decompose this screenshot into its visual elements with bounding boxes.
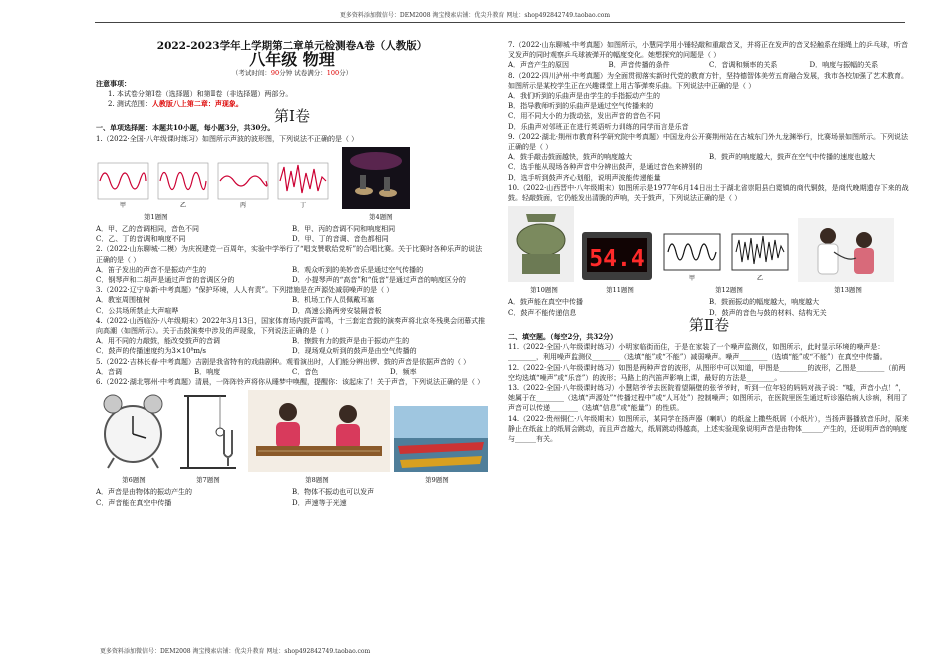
- waveform-label-jia: 甲: [688, 275, 696, 283]
- q8-option-d: D．乐曲声对邻班正在进行英语听力训练的同学而言是乐音: [508, 122, 689, 131]
- exam-info: [96, 68, 488, 78]
- q6-q9-captions: [96, 475, 488, 485]
- q5-options: [96, 367, 488, 377]
- wave-label-bing: 丙: [239, 201, 247, 209]
- part-2-heading: 第Ⅱ卷: [688, 315, 730, 334]
- question-1: 1.（2022·全国·八年级课时练习）如图所示声波的波形图，下列说法不正确的是（ ）: [96, 134, 359, 143]
- q4-option-a: A．用不同的力敲鼓，能改变鼓声的音调: [96, 337, 221, 346]
- question-7: 7.（2022·山东聊城·中考真题）如图所示，小慧同学用小锤轻敲和重敲音叉，并将正在发声的音叉轻触系在细绳上的乒乓球，听音叉发声的同时观察乒乓球被弹开的幅度变化。她想探究的问题是（ ）: [508, 41, 908, 60]
- q6-option-b: B．物体不振动也可以发声: [292, 488, 375, 497]
- q6-option-c: C．声音能在真空中传播: [96, 498, 172, 507]
- header-rule: [95, 22, 905, 23]
- q6-option-a: A．声音是由物体的振动产生的: [96, 488, 193, 497]
- page-footer: 更多资料添加微信号：DEM2008 淘宝搜索店铺：优尖升教育 网址：shop492842749.taobao.com: [100, 648, 371, 655]
- caption-fig-4: 第4题图: [369, 212, 393, 221]
- q2-option-c: C．钢琴声和二胡声是通过声音的音调区分的: [96, 276, 235, 285]
- caption-fig-6: 第6题图: [122, 476, 146, 485]
- q9-option-b: B．鼓声的响度越大，鼓声在空气中传播的速度也越大: [709, 153, 876, 162]
- q4-option-c: C．鼓声的传播速度约为3×10⁸m/s: [96, 347, 206, 356]
- caption-fig-10: 第10题图: [530, 286, 558, 295]
- stethoscope-doctor-photo: [798, 218, 894, 282]
- question-12: 12.（2022·全国·八年级课时练习）如图是两种声音的波形，从图形中可以知道，甲图是________的波形，乙图是________（前两空均选填“噪声”或“乐音”）的波形；马路上的汽笛声影响上课，最好的方法是________。: [508, 363, 906, 382]
- q6-option-d: D．声速等于光速: [292, 498, 347, 507]
- q8-option-c: C．用不同大小的力拨动弦，发出声音的音色不同: [508, 112, 661, 121]
- note-1: 1. 本试卷分第Ⅰ卷（选择题）和第Ⅱ卷（非选择题）两部分。: [108, 89, 293, 98]
- q10-option-b: B．鼓面振动的幅度越大，响度越大: [709, 298, 820, 307]
- q8-option-a: A．我们听到的乐曲声是由学生的手指振动产生的: [508, 92, 661, 101]
- q4-options: [96, 336, 488, 356]
- caption-fig-12: 第12题图: [715, 286, 743, 295]
- left-column: [96, 40, 488, 508]
- q3-option-d: D．高速公路两旁安装隔音板: [292, 306, 382, 315]
- exam-info-pre: （考试时间：: [231, 69, 271, 78]
- exam-score: 100: [326, 69, 340, 78]
- question-8: 8.（2022·四川泸州·中考真题）为全面贯彻落实新时代党的教育方针，坚持德智体美劳五育融合发展，我市各校加强了艺术教育。如图所示是某校学生正在兴趣课堂上用古筝弹奏乐曲。下列说法中正确的是（ ）: [508, 71, 908, 90]
- q7-option-a: A．声音产生的原因: [508, 61, 570, 70]
- q7-option-b: B．声音传播的条件: [608, 61, 670, 70]
- exam-time: 90: [270, 69, 280, 78]
- notes-title: 注意事项：: [96, 78, 131, 88]
- q5-option-a: A．音调: [96, 367, 123, 376]
- exam-info-mid: 分钟 试卷满分：: [279, 69, 327, 78]
- section-2-heading: 二、填空题。（每空2分，共32分）: [508, 332, 618, 342]
- q1-option-a: A．甲、乙的音调相同，音色不同: [96, 225, 200, 234]
- part-1-heading: 第Ⅰ卷: [274, 107, 310, 126]
- wave-label-ding: 丁: [299, 201, 307, 209]
- q2-options: [96, 265, 488, 285]
- q1-option-c: C．乙、丁的音调和响度不同: [96, 235, 186, 244]
- q10-options: [508, 297, 910, 317]
- caption-fig-7: 第7题图: [196, 476, 220, 485]
- right-column: [508, 40, 910, 444]
- section-1-heading: 一、单项选择题：本题共10小题，每小题3分，共30分。: [96, 123, 275, 133]
- question-11: 11.（2022·全国·八年级课时练习）小明家临街而住，于是在家装了一个噪声监测仪，如图所示，此时显示环境的噪声是：________，利用噪声监测仪________（选填“能”或“不能”）减弱噪声。噪声________（选填“能”或“不能”）在真空中传播。: [508, 343, 887, 362]
- question-13: 13.（2022·全国·八年级课时练习）小慧陪爷爷去医院看望隔壁的张爷爷时，听到一位年轻的妈妈对孩子说：“嘘，声音小点！”，她属于在________（选填“声源处”“传播过程中”或“人耳处”）控制噪声；如图所示，在医院里医生通过听诊器给病人诊病，利用了声音可以传递________（选填“信息”或“能量”）的性质。: [508, 384, 908, 413]
- waveform-label-yi: 乙: [756, 275, 764, 283]
- q10-q13-captions: [508, 285, 910, 295]
- caption-fig-9: 第9题图: [425, 476, 449, 485]
- q10-q13-figures: [508, 206, 910, 282]
- q2-option-b: B．观众听到的美妙音乐是通过空气传播的: [292, 265, 424, 274]
- question-9: 9.（2022·湖北·荆州市教育科学研究院中考真题）中国龙舟公开赛荆州站在古城东门外九龙渊举行，比赛场景如图所示。下列说法正确的是（ ）: [508, 132, 908, 152]
- question-10: 10.（2022·山西晋中·八年级期末）如图所示是1977年6月14日出土于湖北省崇阳县白霓镇的商代铜鼓，是商代晚期遗存下来的战鼓。轻敲鼓面，它仍能发出清脆的声响，关于鼓声，下列说法正确的是（ ）: [508, 183, 909, 203]
- guzheng-performance-photo: [248, 390, 390, 472]
- q5-option-d: D．频率: [390, 367, 417, 376]
- q10-option-c: C．鼓声不能传递信息: [508, 308, 577, 317]
- caption-fig-1: 第1题图: [144, 212, 168, 221]
- wave-jia: [98, 163, 148, 199]
- q7-options: [508, 60, 910, 70]
- bronze-drum-photo: [508, 206, 574, 282]
- tuning-fork-experiment-image: [174, 390, 244, 472]
- caption-fig-13: 第13题图: [834, 286, 862, 295]
- drum-performance-photo: [342, 147, 410, 209]
- q7-option-c: C．音调和频率的关系: [709, 61, 778, 70]
- q2-option-d: D．小提琴声的“高音”和“低音”是通过声音的响度区分的: [292, 276, 466, 285]
- q8-option-b: B．指导教师听到的乐曲声是通过空气传播来的: [508, 102, 654, 111]
- note-2-pre: 2. 测试范围：: [108, 100, 152, 109]
- q10-option-a: A．鼓声能在真空中传播: [508, 298, 584, 307]
- noise-meter-reading: 54.4: [589, 246, 645, 273]
- q3-option-b: B．机场工作人员佩戴耳塞: [292, 296, 375, 305]
- music-noise-waveforms: [660, 230, 792, 282]
- q4-option-b: B．擦鼓有力的鼓声是由于振动产生的: [292, 337, 410, 346]
- caption-fig-11: 第11题图: [606, 286, 634, 295]
- q5-option-c: C．音色: [292, 367, 319, 376]
- wave-label-jia: 甲: [119, 201, 127, 209]
- waveform-figure: [96, 161, 336, 209]
- q1-figures: [96, 147, 488, 209]
- caption-fig-8: 第8题图: [305, 476, 329, 485]
- noise-meter-image: [580, 230, 654, 282]
- exam-subject: 八年级 物理: [249, 50, 335, 70]
- wave-ding: [278, 163, 328, 199]
- q2-option-a: A．笛子发出的声音不是振动产生的: [96, 265, 207, 274]
- q1-option-b: B．甲、丙的音调不同和响度相同: [292, 225, 396, 234]
- q7-option-d: D．响度与振幅的关系: [809, 61, 879, 70]
- q9-options: [508, 152, 910, 162]
- q3-options: [96, 295, 488, 315]
- q6-options: [96, 487, 488, 507]
- page-header: 更多资料添加微信号：DEM2008 淘宝搜索店铺：优尖升教育 网址：shop492842749.taobao.com: [339, 12, 611, 19]
- note-2-range: 人教版八上第二章：声现象。: [151, 99, 243, 109]
- question-2: 2.（2022·山东聊城·二模）为庆祝建党一百周年，实验中学举行了“唱支赞歌给党听”的合唱比赛。关于比赛时各种乐声的说法正确的是（ ）: [96, 245, 483, 264]
- q1-captions: [96, 212, 488, 222]
- question-4: 4.（2022·山西临汾·八年级期末）2022年3月13日，国家体育场内鼓声雷鸣，十三套定音鼓的演奏声将北京冬残奥会闭幕式推向高潮（如图所示）。关于击鼓演奏中涉及的声现象，下列说法正确的是（ ）: [96, 316, 486, 336]
- alarm-clock-image: [96, 390, 170, 472]
- q1-option-d: D．甲、丁的音调、音色都相同: [292, 235, 389, 244]
- q10-option-d: D．鼓声的音色与鼓的材料、结构无关: [709, 308, 827, 317]
- q4-option-d: D．现场观众听到的鼓声是由空气传播的: [292, 347, 417, 356]
- wave-bing: [218, 163, 268, 199]
- wave-label-yi: 乙: [179, 201, 187, 209]
- exam-info-post: 分）: [339, 69, 353, 78]
- exam-title: 2022-2023学年上学期第二章单元检测卷A卷（人教版）: [156, 40, 428, 52]
- q9-option-d: D．选手听到鼓声齐心划船，说明声波能传递能量: [508, 173, 661, 182]
- wave-yi: [158, 163, 208, 199]
- q9-option-c: C．选手能从现场各种声音中分辨出鼓声，是通过音色来辨别的: [508, 163, 703, 172]
- question-5: 5.（2022·吉林长春·中考真题）吉剧是我省特有的戏曲剧种。观看演出时，人们能分辨出锣、鼓的声音是依据声音的（ ）: [96, 357, 471, 366]
- question-6: 6.（2022·湖北鄂州·中考真题）清晨，一阵阵铃声将你从睡梦中唤醒，提醒你：该起床了！关于声音，下列说法正确的是（ ）: [96, 378, 485, 387]
- q1-options: [96, 224, 488, 244]
- question-14: 14.（2022·贵州铜仁·八年级期末）如图所示，某同学在扬声器（喇叭）的纸盆上撒些纸屑（小纸片），当扬声器播放音乐时，原来静止在纸盆上的纸屑会跳动，而且声音越大，纸屑跳动得越高，上述实验现象说明声音是由物体______产生的，还说明声音的响度与______有关。: [508, 414, 909, 444]
- question-3: 3.（2022·辽宁阜新·中考真题）“保护环境，人人有责”。下列措施是在声源处减弱噪声的是（ ）: [96, 286, 394, 295]
- q5-option-b: B．响度: [194, 367, 221, 376]
- q3-option-c: C．公共场所禁止大声喧哗: [96, 306, 179, 315]
- q9-option-a: A．鼓手敲击鼓面越快，鼓声的响度越大: [508, 153, 633, 162]
- q6-q9-figures: [96, 390, 488, 472]
- q3-option-a: A．教室周围植树: [96, 296, 151, 305]
- dragon-boat-race-photo: [394, 406, 488, 472]
